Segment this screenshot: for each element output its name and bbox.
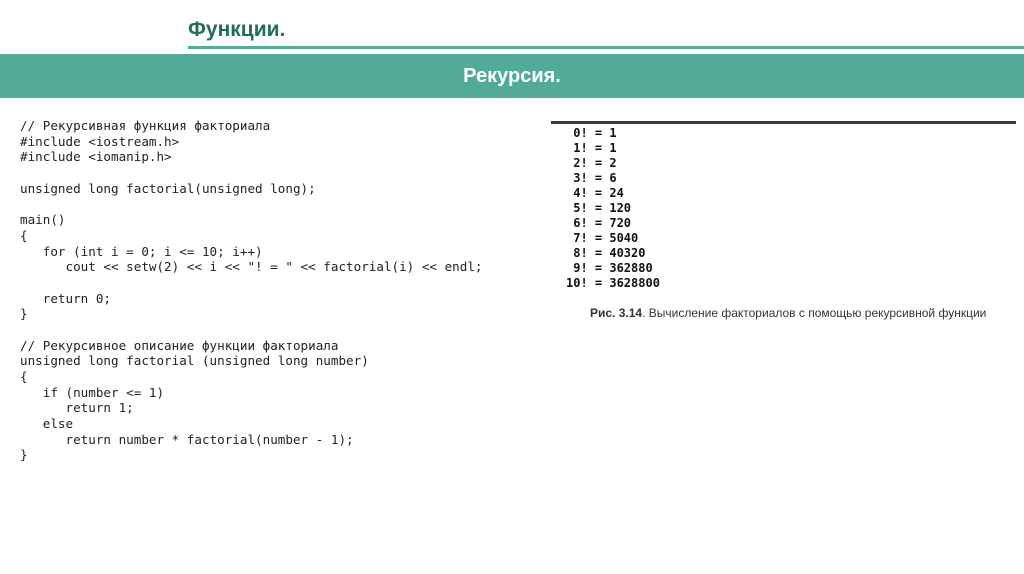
code-line: return number * factorial(number - 1);	[20, 431, 354, 447]
program-output	[566, 126, 660, 291]
code-line: unsigned long factorial(unsigned long);	[20, 180, 316, 196]
output-line: 4! = 24	[566, 186, 624, 200]
output-line: 5! = 120	[566, 201, 632, 215]
code-line: }	[20, 447, 28, 463]
code-line: for (int i = 0; i <= 10; i++)	[20, 243, 263, 259]
section-title: Рекурсия.	[463, 64, 561, 87]
code-line: main()	[20, 212, 66, 228]
output-line: 10! = 3628800	[566, 276, 660, 290]
code-line: cout << setw(2) << i << "! = " << factorial(i) << endl;	[20, 259, 483, 275]
code-line: // Рекурсивная функция факториала	[20, 118, 271, 133]
page-title: Функции.	[188, 18, 286, 41]
output-line: 2! = 2	[566, 156, 617, 170]
output-line: 0! = 1	[566, 126, 617, 140]
output-line: 1! = 1	[566, 141, 617, 155]
code-line	[20, 322, 483, 338]
figure-caption	[590, 306, 986, 320]
code-line: {	[20, 227, 28, 243]
code-line	[20, 196, 483, 212]
code-line: else	[20, 416, 74, 432]
code-line: if (number <= 1)	[20, 384, 165, 400]
title-underline	[188, 46, 1024, 49]
code-line: #include <iostream.h>	[20, 133, 180, 149]
code-line	[20, 165, 483, 181]
section-banner	[0, 54, 1024, 98]
output-top-rule	[551, 121, 1016, 124]
code-line: unsigned long factorial (unsigned long number)	[20, 353, 369, 369]
figure-caption-label: Рис. 3.14	[590, 306, 643, 320]
code-line: }	[20, 306, 28, 322]
output-line: 6! = 720	[566, 216, 632, 230]
code-line: return 1;	[20, 400, 134, 416]
output-line: 8! = 40320	[566, 246, 646, 260]
code-line: return 0;	[20, 290, 111, 306]
output-line: 7! = 5040	[566, 231, 639, 245]
output-line: 9! = 362880	[566, 261, 653, 275]
code-listing	[20, 118, 483, 463]
figure-caption-text: . Вычисление факториалов с помощью рекурсивной функции	[642, 306, 987, 320]
code-line	[20, 275, 483, 291]
code-line: {	[20, 369, 28, 384]
code-line: // Рекурсивное описание функции факториала	[20, 337, 339, 353]
output-line: 3! = 6	[566, 171, 617, 185]
code-line: #include <iomanip.h>	[20, 149, 172, 165]
